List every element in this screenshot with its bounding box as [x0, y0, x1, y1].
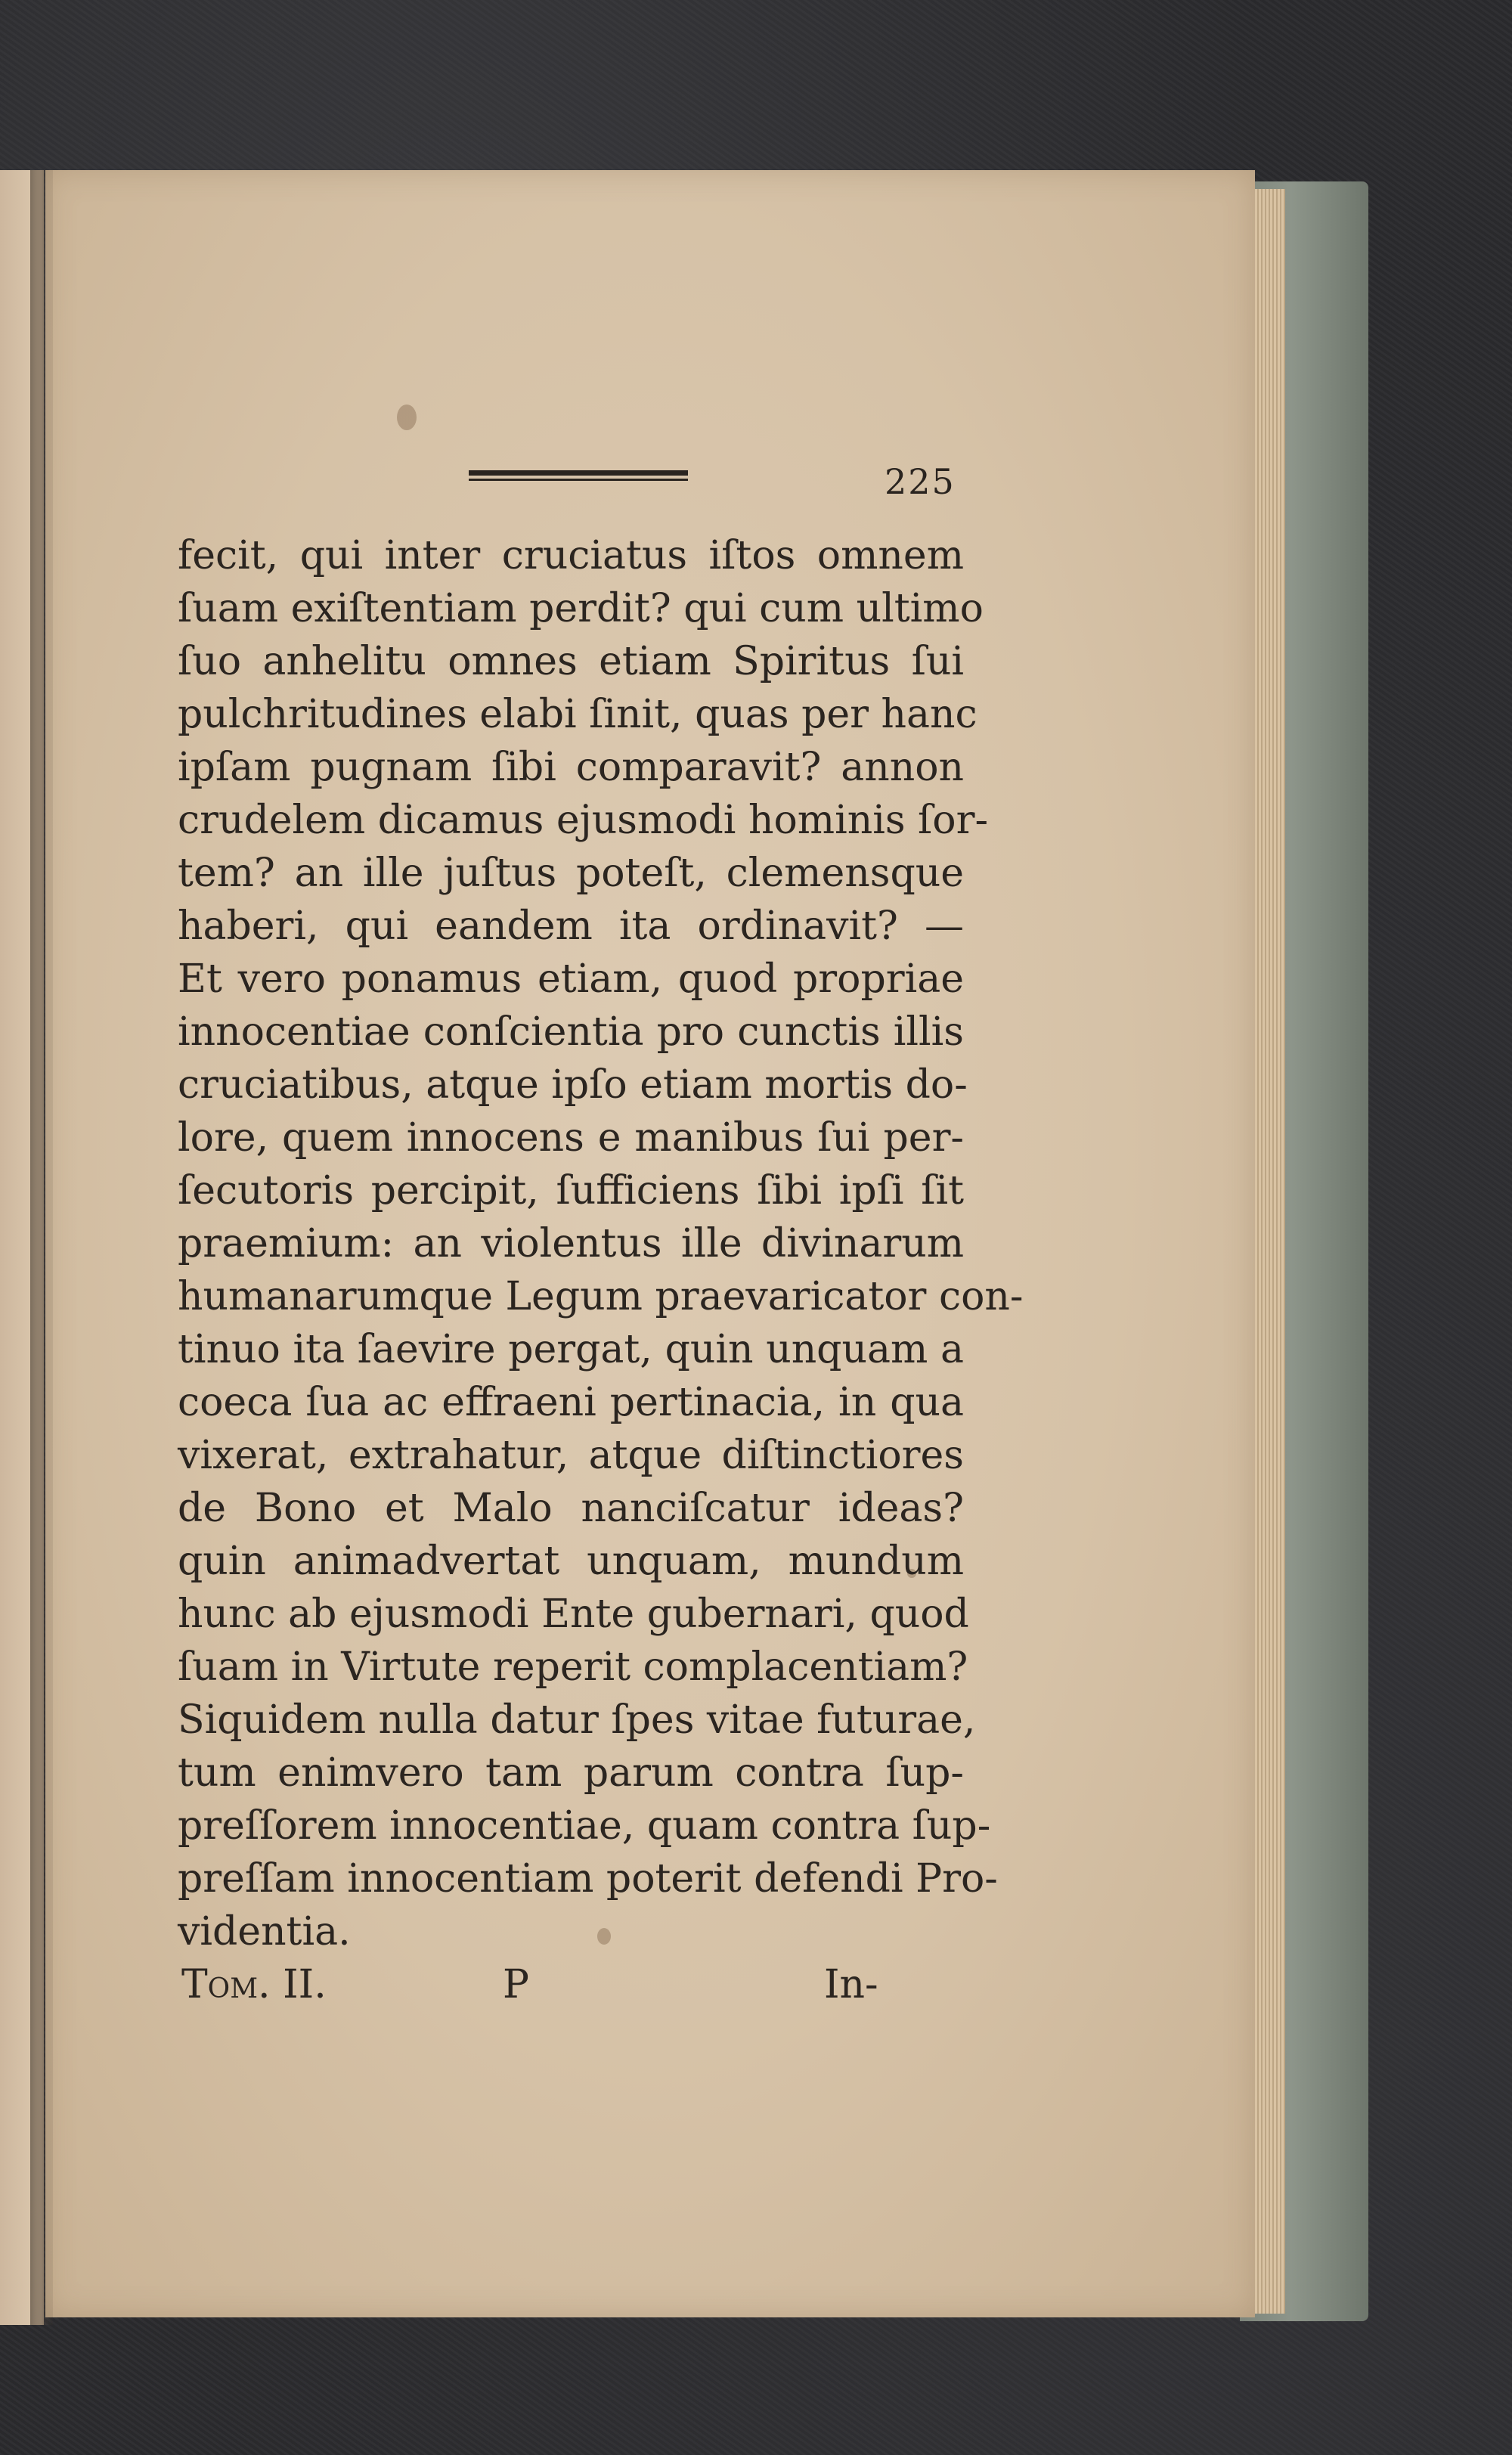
text-line: humanarumque Legum praevaricator con-: [178, 1274, 1024, 1319]
volume-label: Tom. II.: [181, 1962, 327, 2007]
text-line: cruciatibus, atque ipſo etiam mortis do-: [178, 1062, 968, 1108]
header-rule: [469, 470, 688, 481]
text-line: preſſorem innocentiae, quam contra ſup-: [178, 1803, 991, 1849]
page-number: 225: [885, 461, 956, 502]
text-line: preſſam innocentiam poterit defendi Pro-: [178, 1856, 998, 1902]
text-line: tum enimvero tam parum contra ſup-: [178, 1750, 964, 1796]
text-line: pulchritudines elabi ſinit, quas per hanc: [178, 692, 978, 737]
text-line: ſuam exiſtentiam perdit? qui cum ultimo: [178, 586, 984, 631]
text-line: ſuo anhelitu omnes etiam Spiritus ſui: [178, 639, 964, 684]
text-line: lore, quem innocens e manibus ſui per-: [178, 1115, 964, 1161]
text-line: crudelem dicamus ejusmodi hominis ſor-: [178, 798, 989, 843]
text-line: Siquidem nulla datur ſpes vitae futurae,: [178, 1697, 976, 1743]
catchword: In-: [824, 1962, 878, 2007]
text-line: ſecutoris percipit, ſufficiens ſibi ipſi ſit: [178, 1168, 964, 1214]
text-line: videntia.: [178, 1909, 351, 1954]
text-line: ſuam in Virtute reperit complacentiam?: [178, 1644, 968, 1690]
signature-mark: P: [503, 1962, 529, 2007]
text-line: haberi, qui eandem ita ordinavit? —: [178, 904, 964, 949]
text-line: de Bono et Malo nanciſcatur ideas?: [178, 1486, 964, 1531]
page-footer: [181, 1962, 937, 2015]
text-line: innocentiae conſcientia pro cunctis illis: [178, 1009, 964, 1055]
text-line: quin animadvertat unquam, mundum: [178, 1539, 964, 1584]
text-line: tinuo ita ſaevire pergat, quin unquam a: [178, 1327, 964, 1372]
text-line: coeca ſua ac effraeni pertinacia, in qua: [178, 1380, 964, 1425]
text-line: fecit, qui inter cruciatus iſtos omnem: [178, 533, 964, 578]
text-line: praemium: an violentus ille divinarum: [178, 1221, 964, 1266]
text-line: hunc ab ejusmodi Ente gubernari, quod: [178, 1592, 969, 1637]
text-line: vixerat, extrahatur, atque diſtinctiores: [178, 1433, 964, 1478]
foxing-spot: [397, 405, 417, 430]
text-line: tem? an ille juſtus poteſt, clemensque: [178, 851, 964, 896]
text-line: Et vero ponamus etiam, quod propriae: [178, 956, 964, 1002]
body-text: [178, 529, 1024, 1958]
page-gutter: [30, 170, 53, 2325]
text-line: ipſam pugnam ſibi comparavit? annon: [178, 745, 964, 790]
